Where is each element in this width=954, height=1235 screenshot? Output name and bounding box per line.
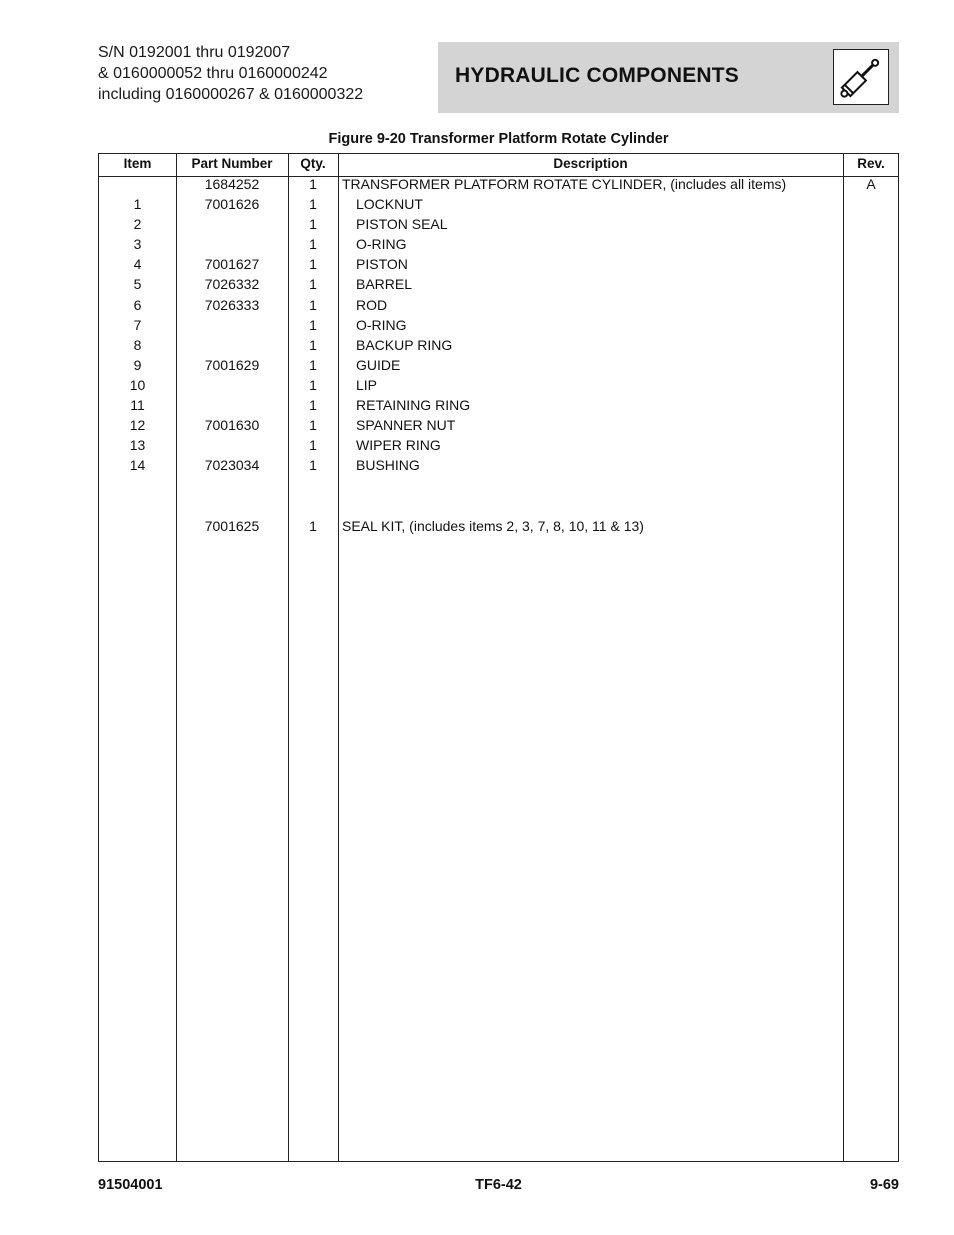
description: PISTON <box>356 256 408 272</box>
table-row <box>99 315 898 335</box>
item-number: 5 <box>133 276 142 292</box>
table-row <box>99 174 898 194</box>
part-number: 7001630 <box>204 417 260 433</box>
item-number: 7 <box>133 317 142 333</box>
header-description: Description <box>553 156 628 171</box>
table-row <box>99 234 898 254</box>
quantity: 1 <box>309 196 317 212</box>
part-number: 7001626 <box>204 196 260 212</box>
header-part-number: Part Number <box>191 156 273 171</box>
quantity: 1 <box>309 518 317 534</box>
section-title: HYDRAULIC COMPONENTS <box>455 64 740 87</box>
item-number: 6 <box>133 297 142 313</box>
model-number: TF6-42 <box>475 1177 522 1193</box>
quantity: 1 <box>309 457 317 473</box>
quantity: 1 <box>309 437 317 453</box>
quantity: 1 <box>309 236 317 252</box>
item-number: 3 <box>133 236 142 252</box>
part-number: 7001627 <box>204 256 260 272</box>
part-number: 7026332 <box>204 276 260 292</box>
item-number: 4 <box>133 256 142 272</box>
quantity: 1 <box>309 216 317 232</box>
table-row <box>99 355 898 375</box>
quantity: 1 <box>309 317 317 333</box>
serial-line-1: S/N 0192001 thru 0192007 <box>98 44 291 61</box>
item-number: 9 <box>133 357 142 373</box>
revision: A <box>866 176 876 192</box>
quantity: 1 <box>309 337 317 353</box>
table-row <box>99 214 898 234</box>
table-row <box>99 335 898 355</box>
description: PISTON SEAL <box>356 216 448 232</box>
description: LOCKNUT <box>356 196 423 212</box>
quantity: 1 <box>309 256 317 272</box>
part-number: 7001629 <box>204 357 260 373</box>
serial-number-range <box>98 42 363 105</box>
description: ROD <box>356 297 388 313</box>
serial-line-3: including 0160000267 & 0160000322 <box>98 86 364 103</box>
description: O-RING <box>356 236 407 252</box>
description: O-RING <box>356 317 407 333</box>
description: GUIDE <box>356 357 401 373</box>
quantity: 1 <box>309 297 317 313</box>
quantity: 1 <box>309 377 317 393</box>
table-row <box>99 254 898 274</box>
item-number: 12 <box>129 417 146 433</box>
quantity: 1 <box>309 417 317 433</box>
part-number: 7023034 <box>204 457 260 473</box>
hydraulic-cylinder-icon <box>833 49 889 105</box>
item-number: 2 <box>133 216 142 232</box>
doc-number: 91504001 <box>98 1177 163 1193</box>
description: SPANNER NUT <box>356 417 456 433</box>
quantity: 1 <box>309 397 317 413</box>
description: BUSHING <box>356 457 420 473</box>
description: SEAL KIT, (includes items 2, 3, 7, 8, 10, 11 & 13) <box>342 518 644 534</box>
header-qty: Qty. <box>300 156 326 171</box>
table-row <box>99 274 898 294</box>
description: TRANSFORMER PLATFORM ROTATE CYLINDER, (includes all items) <box>342 176 787 192</box>
header-item: Item <box>123 156 152 171</box>
description: BARREL <box>356 276 413 292</box>
description: RETAINING RING <box>356 397 471 413</box>
part-number: 1684252 <box>204 176 260 192</box>
table-row <box>99 435 898 455</box>
description: LIP <box>356 377 378 393</box>
page-number: 9-69 <box>869 1177 899 1193</box>
table-row <box>99 516 898 536</box>
item-number: 8 <box>133 337 142 353</box>
description: BACKUP RING <box>356 337 453 353</box>
section-title-banner <box>438 42 899 113</box>
item-number: 14 <box>129 457 146 473</box>
item-number: 10 <box>129 377 146 393</box>
header-rev: Rev. <box>857 156 885 171</box>
item-number: 11 <box>130 397 145 413</box>
parts-table <box>98 153 899 1162</box>
table-row <box>99 375 898 395</box>
table-row <box>99 295 898 315</box>
part-number: 7026333 <box>204 297 260 313</box>
part-number: 7001625 <box>204 518 260 534</box>
table-row <box>99 415 898 435</box>
quantity: 1 <box>309 357 317 373</box>
serial-line-2: & 0160000052 thru 0160000242 <box>98 65 328 82</box>
description: WIPER RING <box>356 437 441 453</box>
table-row <box>99 395 898 415</box>
table-row <box>99 194 898 214</box>
table-row <box>99 455 898 475</box>
item-number: 1 <box>133 196 142 212</box>
item-number: 13 <box>129 437 146 453</box>
quantity: 1 <box>309 276 317 292</box>
figure-caption: Figure 9-20 Transformer Platform Rotate Cylinder <box>328 131 669 147</box>
quantity: 1 <box>309 176 317 192</box>
